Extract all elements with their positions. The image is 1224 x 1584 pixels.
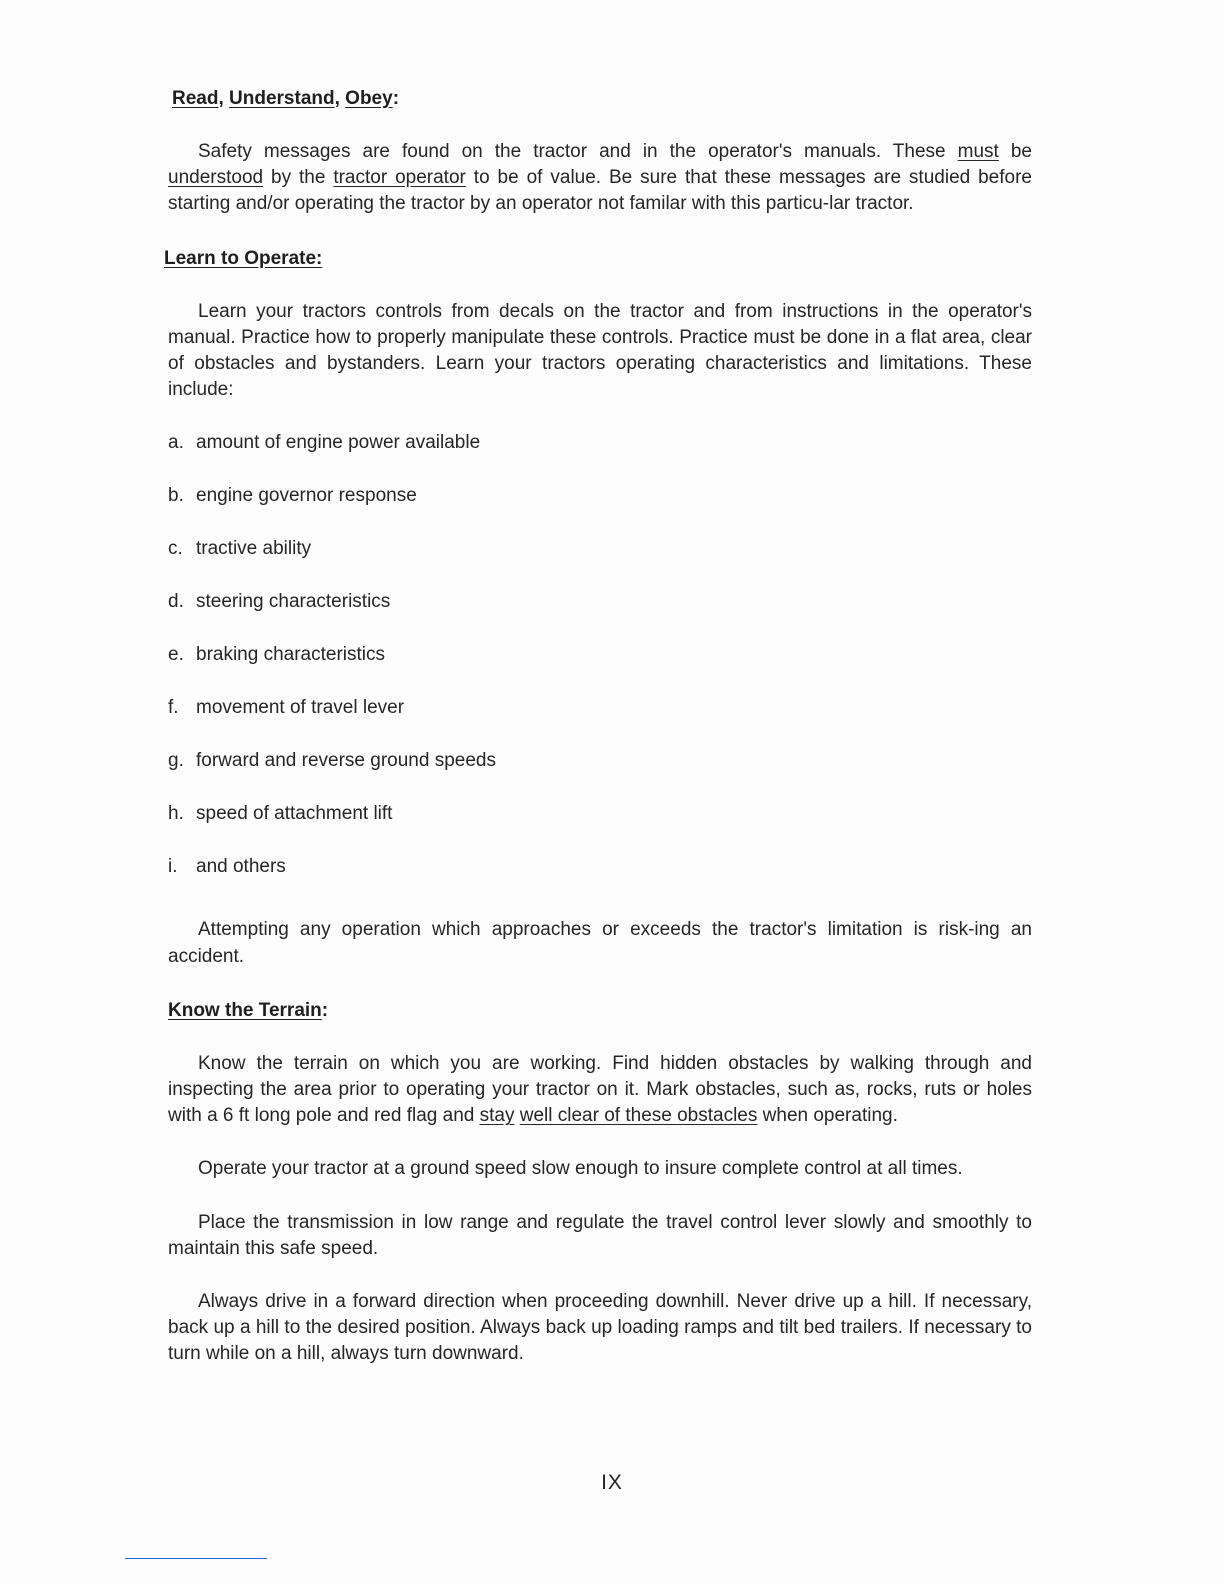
list-letter: e. — [168, 644, 184, 666]
text-run: Know the terrain on which you are working. Find hidden obstacles by walking through and inspecting the area prior to operating your tractor on it. Mark obstacles, such as, rocks, ruts or holes with a 6 ft long pole and red flag and — [168, 1052, 1032, 1127]
paragraph-ground-speed: Operate your tractor at a ground speed slow enough to insure complete control at all times. — [198, 1158, 963, 1180]
heading-sep-2: , — [334, 88, 346, 109]
heading-read-understand-obey — [172, 86, 1032, 112]
footer-rule — [125, 1558, 267, 1559]
text-run: when operating. — [757, 1105, 898, 1127]
list-item — [168, 430, 1032, 456]
list-letter: a. — [168, 432, 184, 454]
list-item — [168, 642, 1032, 668]
characteristics-list — [168, 430, 1032, 880]
heading-word-obey: Obey — [345, 88, 393, 109]
underlined-tractor-operator: tractor operator — [333, 167, 466, 189]
list-letter: g. — [168, 750, 184, 772]
list-item — [168, 854, 1032, 880]
underlined-must: must — [957, 141, 999, 162]
list-text: movement of travel lever — [196, 697, 405, 719]
list-text: engine governor response — [196, 485, 417, 507]
list-item — [168, 801, 1032, 827]
list-text: tractive ability — [196, 538, 312, 560]
heading-colon: : — [321, 999, 329, 1021]
paragraph-transmission: Place the transmission in low range and regulate the travel control lever slowly and smoothly to maintain this safe speed. — [168, 1211, 1032, 1259]
list-item — [168, 536, 1032, 562]
underlined-well-clear: well clear of these obstacles — [519, 1105, 758, 1127]
heading-sep-1: , — [218, 88, 230, 109]
list-text: and others — [196, 856, 286, 878]
underlined-understood: understood — [168, 167, 264, 189]
list-item — [168, 748, 1032, 774]
list-text: amount of engine power available — [196, 432, 481, 454]
heading-know-the-terrain — [168, 998, 1032, 1024]
list-text: steering characteristics — [196, 591, 391, 613]
heading-colon: : — [316, 247, 323, 269]
list-letter: i. — [168, 856, 178, 878]
heading-terrain-text: Know the Terrain — [168, 999, 322, 1021]
text-run: be — [998, 141, 1032, 162]
paragraph-learn-controls: Learn your tractors controls from decals on the tractor and from instructions in the operator's manual. Practice how to properly manipulate these controls. Practice must be done in a flat area, clear of obstacles and bystanders. Learn your tractors operating characteristics and limitations. These include: — [168, 300, 1032, 401]
underlined-stay: stay — [479, 1105, 515, 1127]
document-page — [164, 86, 1032, 1368]
heading-learn-to-operate — [164, 246, 1032, 272]
list-item — [168, 695, 1032, 721]
heading-word-understand: Understand — [229, 88, 335, 109]
page-number: IX — [601, 1471, 623, 1494]
text-run: to be of value. Be sure that these messages are studied before starting and/or operating the tractor by an operator not familar with this particu-lar tractor. — [168, 167, 1032, 215]
text-run: Safety messages are found on the tractor and in the operator's manuals. These — [198, 141, 958, 162]
list-letter: f. — [168, 697, 179, 719]
text-run: by the — [263, 167, 334, 189]
paragraph-know-terrain — [168, 1051, 1032, 1130]
list-text: braking characteristics — [196, 644, 386, 666]
list-item — [168, 483, 1032, 509]
list-letter: d. — [168, 591, 184, 613]
list-text: speed of attachment lift — [196, 803, 393, 825]
list-letter: b. — [168, 485, 184, 507]
list-item — [168, 589, 1032, 615]
list-letter: c. — [168, 538, 183, 560]
list-text: forward and reverse ground speeds — [196, 750, 496, 772]
heading-word-read: Read — [172, 88, 219, 109]
paragraph-limitation-warning: Attempting any operation which approaches or exceeds the tractor's limitation is risk-ing an accident. — [168, 919, 1032, 967]
paragraph-safety-messages — [168, 139, 1032, 218]
paragraph-drive-direction: Always drive in a forward direction when proceeding downhill. Never drive up a hill. If necessary, back up a hill to the desired position. Always back up loading ramps and tilt bed trailers. If necessary to turn while on a hill, always turn downward. — [168, 1291, 1032, 1365]
heading-colon: : — [392, 88, 400, 109]
list-letter: h. — [168, 803, 184, 825]
heading-learn-text: Learn to Operate — [164, 247, 317, 269]
